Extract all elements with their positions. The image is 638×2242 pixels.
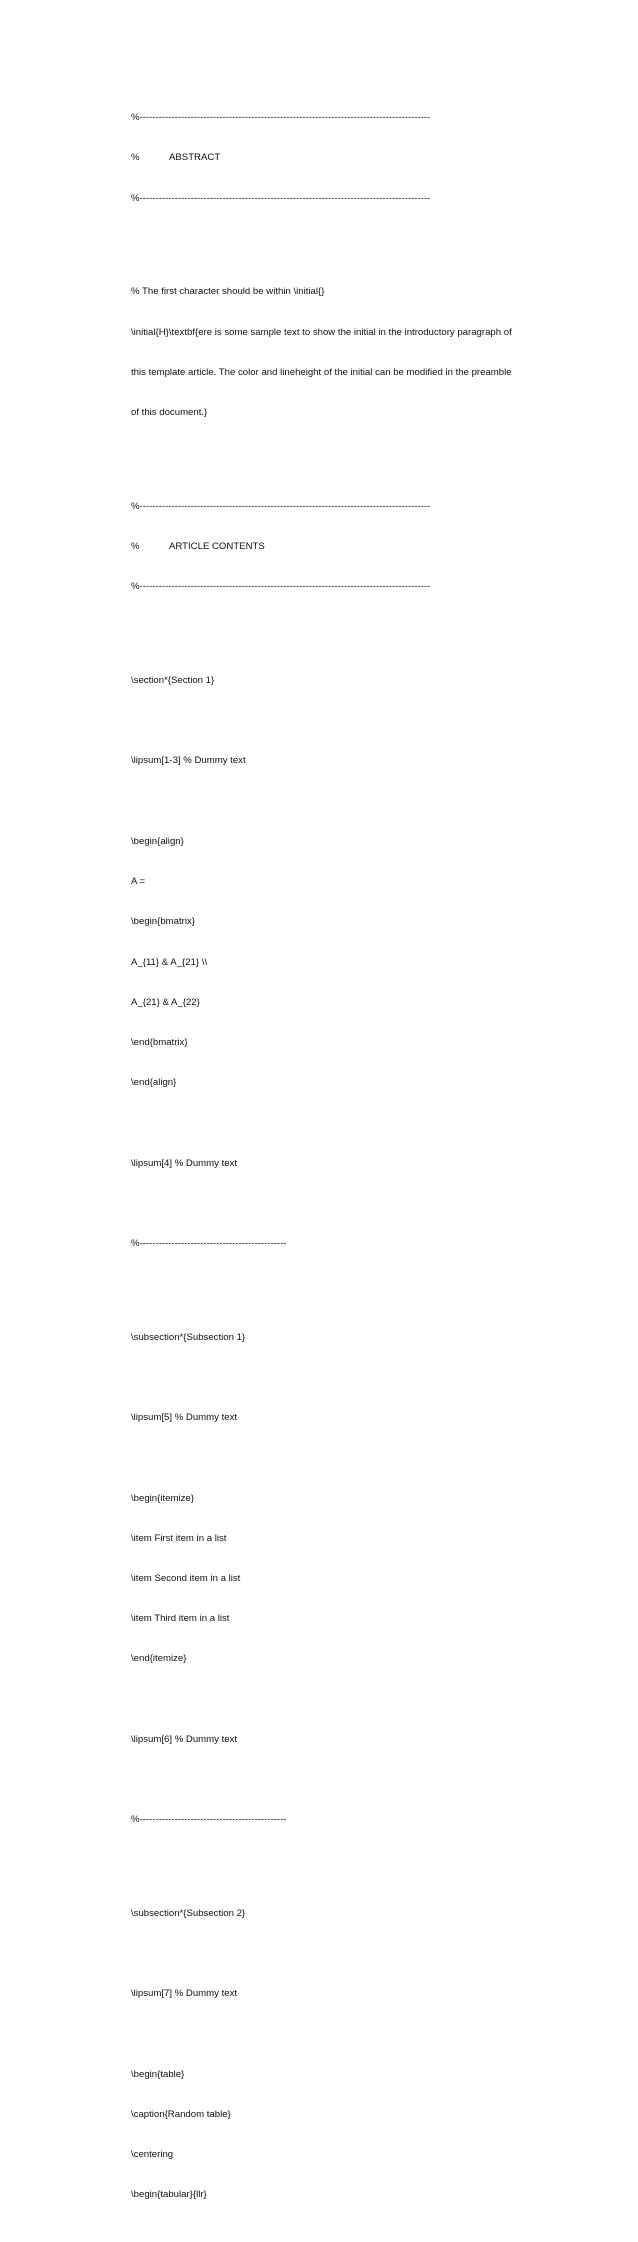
bmatrix-begin: \begin{bmatrix} (131, 916, 195, 928)
lipsum-line: \lipsum[4] % Dummy text (131, 1157, 238, 1169)
latex-source-text (131, 71, 551, 2242)
lipsum-line: \lipsum[6] % Dummy text (131, 1733, 238, 1745)
table-begin: \begin{table} (131, 2068, 185, 2080)
align-equation: A = (131, 876, 146, 888)
abstract-text-line: \initial{H}\textbf{ere is some sample text to show the initial in the introductory paragraph of (131, 326, 512, 338)
itemize-end: \end{itemize} (131, 1653, 187, 1665)
itemize-begin: \begin{itemize} (131, 1492, 194, 1504)
align-begin: \begin{align} (131, 835, 184, 847)
contents-title: ARTICLE CONTENTS (169, 541, 265, 553)
lipsum-line: \lipsum[5] % Dummy text (131, 1412, 238, 1424)
section-rule: %---------------------------------------------- (131, 1237, 287, 1249)
abstract-text-line: of this document.} (131, 407, 208, 419)
lipsum-line: \lipsum[1-3] % Dummy text (131, 755, 246, 767)
abstract-marker: % (131, 152, 140, 164)
contents-title-line (131, 540, 551, 553)
list-item: \item Third item in a list (131, 1613, 230, 1625)
matrix-row: A_{11} & A_{21} \\ (131, 956, 208, 968)
list-item: \item Second item in a list (131, 1572, 241, 1584)
bmatrix-end: \end{bmatrix} (131, 1036, 188, 1048)
align-end: \end{align} (131, 1077, 177, 1089)
matrix-row: A_{21} & A_{22} (131, 996, 200, 1008)
contents-rule-bottom: %------------------------------------------------------------------------------------------- (131, 581, 431, 593)
tabular-begin: \begin{tabular}{llr} (131, 2189, 207, 2201)
contents-rule-top: %------------------------------------------------------------------------------------------- (131, 500, 431, 512)
section-rule: %---------------------------------------------- (131, 1814, 287, 1826)
list-item: \item First item in a list (131, 1532, 227, 1544)
abstract-rule-top: %------------------------------------------------------------------------------------------- (131, 112, 431, 124)
contents-marker: % (131, 541, 140, 553)
lipsum-line: \lipsum[7] % Dummy text (131, 1988, 238, 2000)
abstract-comment: % The first character should be within \initial{} (131, 286, 325, 298)
subsection-heading: \subsection*{Subsection 2} (131, 1907, 246, 1919)
abstract-title: ABSTRACT (169, 152, 221, 164)
table-caption: \caption{Random table} (131, 2109, 231, 2120)
abstract-text-line: this template article. The color and lineheight of the initial can be modified in the preamble (131, 366, 512, 378)
subsection-heading: \subsection*{Subsection 1} (131, 1331, 246, 1343)
abstract-rule-bottom: %------------------------------------------------------------------------------------------- (131, 192, 431, 204)
table-centering: \centering (131, 2149, 174, 2161)
abstract-title-line (131, 151, 551, 164)
section-heading: \section*{Section 1} (131, 675, 215, 687)
